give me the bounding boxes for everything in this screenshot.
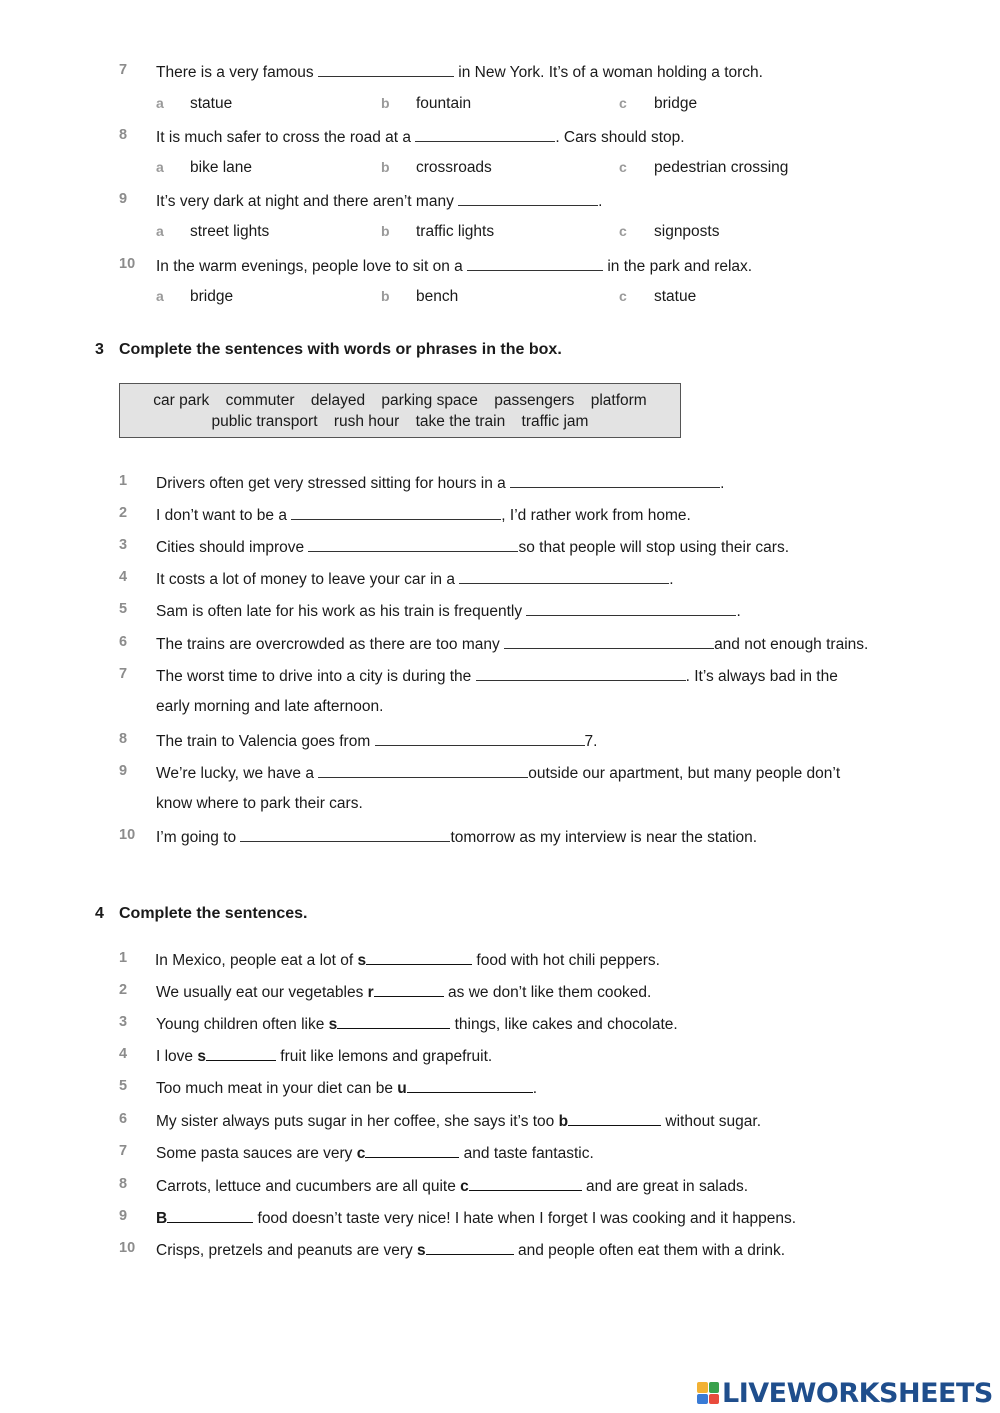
question-number: 5 <box>119 1078 128 1094</box>
section-title: Complete the sentences with words or phrases in the box. <box>119 341 562 358</box>
question-text: I’m going to tomorrow as my interview is near the station. <box>156 829 758 846</box>
question-text: Crisps, pretzels and peanuts are very s and people often eat them with a drink. <box>156 1242 786 1259</box>
word-box-row <box>120 411 680 432</box>
option-letter: b <box>381 159 390 175</box>
question-text: In the warm evenings, people love to sit on a in the park and relax. <box>156 258 753 275</box>
question-number: 2 <box>119 505 128 521</box>
first-letter-hint: r <box>367 984 374 1001</box>
option-letter: b <box>381 288 390 304</box>
option-letter: b <box>381 223 390 239</box>
question-number: 1 <box>119 950 128 966</box>
question-number: 10 <box>119 827 136 843</box>
word-option: parking space <box>381 392 478 409</box>
first-letter-hint: c <box>356 1145 366 1162</box>
question-text: We usually eat our vegetables r as we don’t like them cooked. <box>156 984 652 1001</box>
answer-blank[interactable] <box>467 256 603 271</box>
word-box <box>119 383 681 438</box>
first-letter-hint: B <box>156 1210 168 1227</box>
answer-blank[interactable] <box>407 1078 533 1093</box>
word-option: rush hour <box>333 413 400 430</box>
option-a[interactable]: bridge <box>190 288 234 305</box>
option-a[interactable]: bike lane <box>190 159 253 176</box>
question-number: 5 <box>119 601 128 617</box>
question-number: 10 <box>119 1240 136 1256</box>
question-text: I don’t want to be a , I’d rather work from home. <box>156 507 691 524</box>
option-letter: a <box>156 288 164 304</box>
question-number: 8 <box>119 1176 128 1192</box>
option-b[interactable]: fountain <box>416 95 472 112</box>
question-number: 7 <box>119 1143 128 1159</box>
question-text: It costs a lot of money to leave your car in a . <box>156 571 674 588</box>
answer-blank[interactable] <box>426 1240 514 1255</box>
question-number: 8 <box>119 731 128 747</box>
question-text: In Mexico, people eat a lot of s food with hot chili peppers. <box>155 952 660 969</box>
answer-blank[interactable] <box>366 950 472 965</box>
question-number: 9 <box>119 1208 128 1224</box>
answer-blank[interactable] <box>415 127 555 142</box>
option-letter: b <box>381 95 390 111</box>
question-text: Cities should improve so that people will stop using their cars. <box>156 539 790 556</box>
liveworksheets-logo-icon <box>697 1382 719 1404</box>
option-a[interactable]: statue <box>190 95 233 112</box>
section-number: 4 <box>95 905 104 922</box>
question-number: 1 <box>119 473 128 489</box>
answer-blank[interactable] <box>308 537 518 552</box>
first-letter-hint: u <box>397 1080 407 1097</box>
section-title: Complete the sentences. <box>119 905 308 922</box>
answer-blank[interactable] <box>318 763 528 778</box>
option-b[interactable]: bench <box>416 288 459 305</box>
option-c[interactable]: statue <box>654 288 697 305</box>
question-number: 2 <box>119 982 128 998</box>
answer-blank[interactable] <box>318 62 454 77</box>
option-c[interactable]: pedestrian crossing <box>654 159 789 176</box>
question-text: B food doesn’t taste very nice! I hate when I forget I was cooking and it happens. <box>156 1210 797 1227</box>
answer-blank[interactable] <box>374 982 444 997</box>
option-letter: a <box>156 95 164 111</box>
question-number: 6 <box>119 634 128 650</box>
first-letter-hint: s <box>197 1048 206 1065</box>
option-letter: a <box>156 159 164 175</box>
question-text: Sam is often late for his work as his train is frequently . <box>156 603 741 620</box>
answer-blank[interactable] <box>459 569 669 584</box>
answer-blank[interactable] <box>291 505 501 520</box>
question-text: I love s fruit like lemons and grapefruit. <box>156 1048 493 1065</box>
section-number: 3 <box>95 341 104 358</box>
answer-blank[interactable] <box>469 1176 582 1191</box>
question-text: Carrots, lettuce and cucumbers are all quite c and are great in salads. <box>156 1178 749 1195</box>
first-letter-hint: c <box>460 1178 469 1195</box>
question-text: Young children often like s things, like cakes and chocolate. <box>156 1016 678 1033</box>
question-text: It’s very dark at night and there aren’t many . <box>156 193 603 210</box>
question-number: 9 <box>119 191 128 207</box>
word-option: platform <box>590 392 647 409</box>
answer-blank[interactable] <box>240 827 450 842</box>
question-text: The worst time to drive into a city is during the . It’s always bad in the <box>156 668 838 685</box>
first-letter-hint: b <box>558 1113 569 1130</box>
question-text: The train to Valencia goes from 7. <box>156 733 598 750</box>
word-option: passengers <box>494 392 575 409</box>
question-text: Too much meat in your diet can be u . <box>156 1080 538 1097</box>
question-number: 7 <box>119 62 128 78</box>
answer-blank[interactable] <box>365 1143 459 1158</box>
answer-blank[interactable] <box>510 473 720 488</box>
logo-text: LIVEWORKSHEETS <box>722 1377 993 1409</box>
option-letter: c <box>619 95 627 111</box>
word-option: public transport <box>211 413 318 430</box>
option-letter: c <box>619 223 627 239</box>
option-a[interactable]: street lights <box>190 223 270 240</box>
word-option: commuter <box>225 392 295 409</box>
question-number: 4 <box>119 1046 128 1062</box>
option-b[interactable]: traffic lights <box>416 223 495 240</box>
liveworksheets-logo[interactable] <box>697 1378 993 1408</box>
option-letter: a <box>156 223 164 239</box>
first-letter-hint: s <box>417 1242 426 1259</box>
word-box-row <box>120 390 680 411</box>
question-number: 3 <box>119 1014 128 1030</box>
question-number: 6 <box>119 1111 128 1127</box>
question-number: 4 <box>119 569 128 585</box>
option-c[interactable]: bridge <box>654 95 698 112</box>
answer-blank[interactable] <box>167 1208 253 1223</box>
question-number: 7 <box>119 666 128 682</box>
word-option: traffic jam <box>521 413 589 430</box>
option-letter: c <box>619 288 627 304</box>
answer-blank[interactable] <box>458 191 598 206</box>
answer-blank[interactable] <box>526 601 736 616</box>
question-text-continued: know where to park their cars. <box>156 795 363 812</box>
question-text: It is much safer to cross the road at a . Cars should stop. <box>156 129 685 146</box>
option-b[interactable]: crossroads <box>416 159 492 176</box>
answer-blank[interactable] <box>337 1014 450 1029</box>
answer-blank[interactable] <box>206 1046 276 1061</box>
answer-blank[interactable] <box>504 634 714 649</box>
question-text: My sister always puts sugar in her coffee, she says it’s too b without sugar. <box>156 1113 762 1130</box>
question-text: We’re lucky, we have a outside our apartment, but many people don’t <box>156 765 841 782</box>
question-text: Some pasta sauces are very c and taste fantastic. <box>156 1145 594 1162</box>
question-number: 9 <box>119 763 128 779</box>
answer-blank[interactable] <box>568 1111 661 1126</box>
question-number: 8 <box>119 127 128 143</box>
question-text-continued: early morning and late afternoon. <box>156 698 384 715</box>
question-number: 3 <box>119 537 128 553</box>
first-letter-hint: s <box>357 952 367 969</box>
question-text: There is a very famous in New York. It’s of a woman holding a torch. <box>156 64 763 81</box>
word-option: car park <box>153 392 210 409</box>
option-letter: c <box>619 159 627 175</box>
word-option: take the train <box>415 413 506 430</box>
question-text: Drivers often get very stressed sitting for hours in a . <box>156 475 725 492</box>
word-option: delayed <box>310 392 366 409</box>
option-c[interactable]: signposts <box>654 223 720 240</box>
question-number: 10 <box>119 256 136 272</box>
first-letter-hint: s <box>328 1016 338 1033</box>
question-text: The trains are overcrowded as there are too many and not enough trains. <box>156 636 869 653</box>
answer-blank[interactable] <box>476 666 686 681</box>
answer-blank[interactable] <box>375 731 585 746</box>
